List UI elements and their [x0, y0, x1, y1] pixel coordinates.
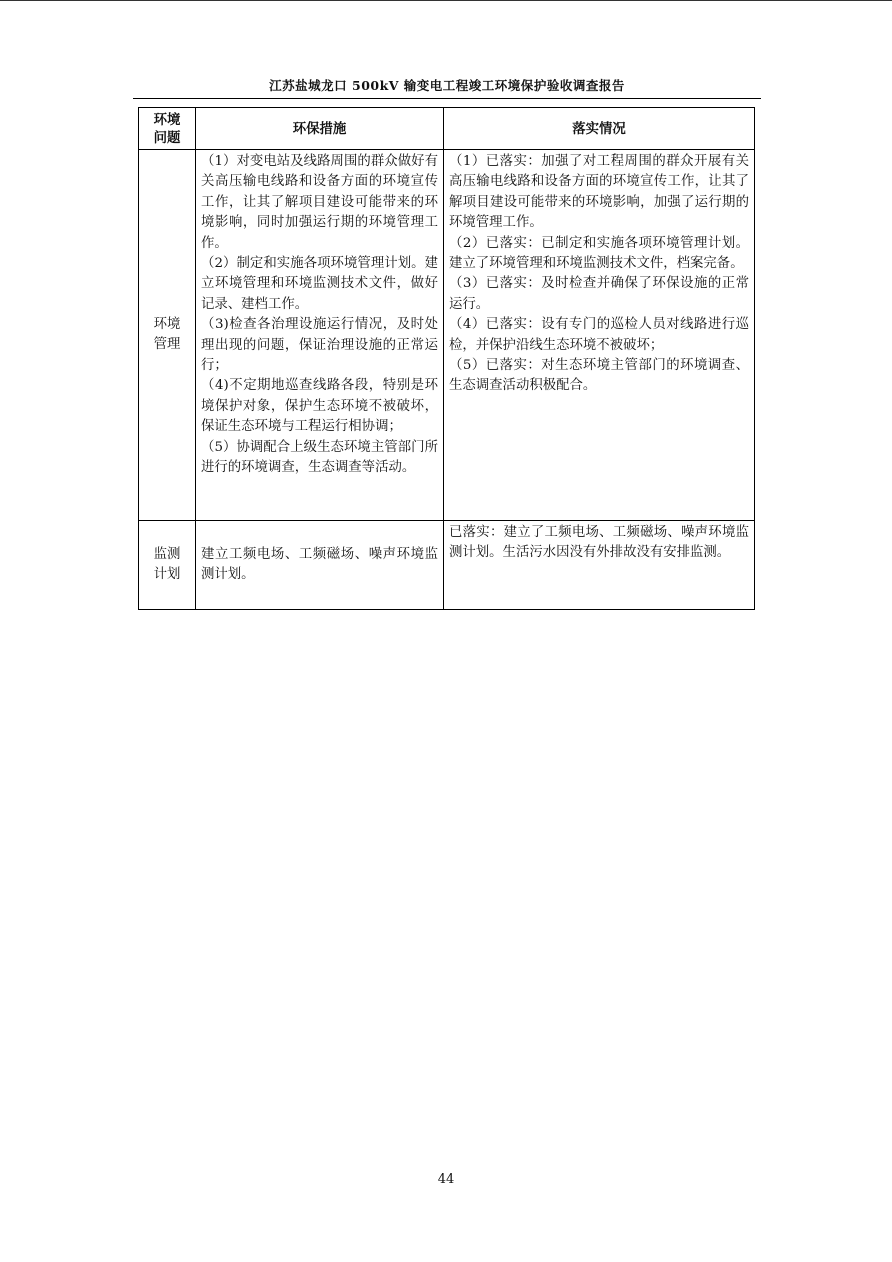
status-item: （5）已落实：对生态环境主管部门的环境调查、生态调查活动积极配合。 — [449, 358, 749, 394]
header-rule — [133, 98, 761, 99]
column-header-issue-text: 环境问题 — [153, 111, 181, 146]
measures-cell — [196, 150, 444, 521]
column-header-status: 落实情况 — [444, 108, 755, 150]
table-row — [139, 521, 755, 610]
page-number: 44 — [437, 1172, 455, 1187]
issue-label: 环境管理 — [153, 316, 181, 352]
table-row — [139, 150, 755, 521]
column-header-measures: 环保措施 — [196, 108, 444, 150]
status-item: （4）已落实：设有专门的巡检人员对线路进行巡检，并保护沿线生态环境不被破坏； — [449, 317, 749, 353]
status-item: （2）已落实：已制定和实施各项环境管理计划。建立了环境管理和环境监测技术文件，档案完备。 — [449, 235, 749, 272]
status-item: （1）已落实：加强了对工程周围的群众开展有关高压输电线路和设备方面的环境宣传工作，让其了解项目建设可能带来的环境影响，加强了运行期的环境管理工作。 — [449, 154, 749, 231]
measures-cell — [196, 521, 444, 610]
measure-item: （5）协调配合上级生态环境主管部门所进行的环境调查，生态调查等活动。 — [201, 439, 438, 476]
measure-item: （1）对变电站及线路周围的群众做好有关高压输电线路和设备方面的环境宣传工作，让其了解项目建设可能带来的环境影响，同时加强运行期的环境管理工作。 — [201, 154, 438, 251]
table-header-row — [139, 108, 755, 150]
measure-item: （2）制定和实施各项环境管理计划。建立环境管理和环境监测技术文件，做好记录、建档工作。 — [201, 256, 438, 312]
issue-label: 监测计划 — [153, 546, 181, 582]
measure-item: （4)不定期地巡查线路各段，特别是环境保护对象，保护生态环境不被破坏，保证生态环境与工程运行相协调； — [201, 378, 438, 435]
measure-item: （3)检查各治理设施运行情况，及时处理出现的问题，保证治理设施的正常运行； — [201, 317, 438, 374]
report-header-title: 江苏盐城龙口 500kV 输变电工程竣工环境保护验收调查报告 — [269, 78, 625, 93]
issue-cell — [139, 521, 196, 610]
issue-cell — [139, 150, 196, 521]
status-item: （3）已落实：及时检查并确保了环保设施的正常运行。 — [449, 276, 749, 312]
measures-table — [138, 107, 755, 610]
page-top-border — [0, 0, 892, 1]
measure-item: 建立工频电场、工频磁场、噪声环境监测计划。 — [201, 546, 438, 582]
status-cell — [444, 150, 755, 521]
status-item: 已落实：建立了工频电场、工频磁场、噪声环境监测计划。生活污水因没有外排故没有安排监测。 — [449, 525, 749, 561]
column-header-issue — [139, 108, 196, 150]
status-cell — [444, 521, 755, 610]
